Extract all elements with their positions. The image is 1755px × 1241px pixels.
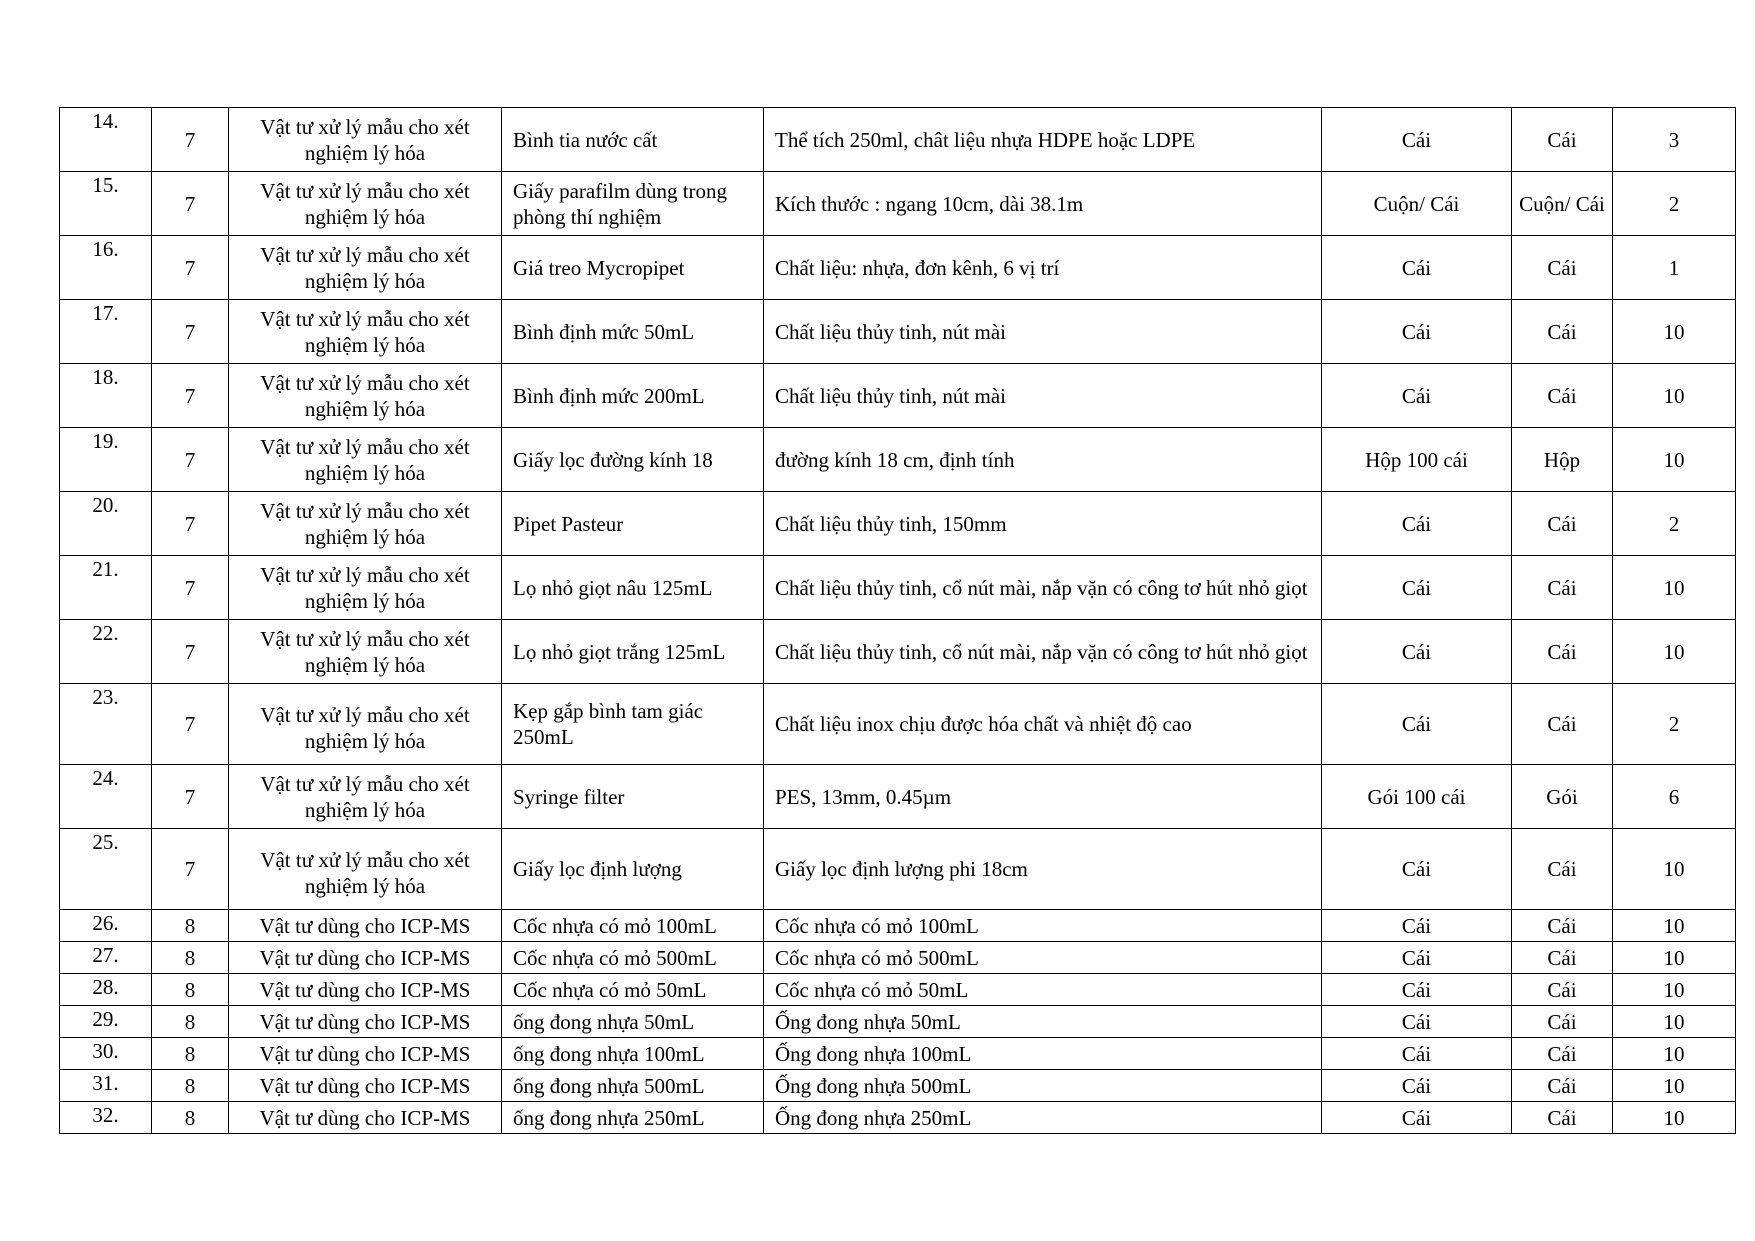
quantity: 6 [1613, 765, 1736, 829]
item-spec: Chất liệu inox chịu được hóa chất và nhiệt độ cao [764, 684, 1322, 765]
item-name: Giấy lọc đường kính 18 [502, 428, 764, 492]
packaging-unit: Cái [1322, 910, 1512, 942]
quantity: 10 [1613, 556, 1736, 620]
table-row [60, 492, 1736, 556]
item-spec: Chất liệu thủy tinh, cổ nút mài, nắp vặn có công tơ hút nhỏ giọt [764, 620, 1322, 684]
item-spec: Kích thước : ngang 10cm, dài 38.1m [764, 172, 1322, 236]
item-spec: Cốc nhựa có mỏ 100mL [764, 910, 1322, 942]
group-number: 8 [152, 1006, 229, 1038]
table-row [60, 620, 1736, 684]
category-cell: Vật tư xử lý mẫu cho xét nghiệm lý hóa [229, 364, 502, 428]
unit: Cái [1512, 1006, 1613, 1038]
table-row [60, 108, 1736, 172]
packaging-unit: Cái [1322, 942, 1512, 974]
item-spec: Cốc nhựa có mỏ 50mL [764, 974, 1322, 1006]
unit: Cái [1512, 492, 1613, 556]
packaging-unit: Cái [1322, 236, 1512, 300]
group-number: 7 [152, 364, 229, 428]
supplies-table [59, 107, 1736, 1134]
row-number: 28. [60, 974, 152, 1006]
table-row [60, 556, 1736, 620]
category-cell: Vật tư xử lý mẫu cho xét nghiệm lý hóa [229, 492, 502, 556]
quantity: 10 [1613, 1070, 1736, 1102]
quantity: 10 [1613, 1102, 1736, 1134]
row-number: 27. [60, 942, 152, 974]
packaging-unit: Cái [1322, 1038, 1512, 1070]
unit: Cái [1512, 620, 1613, 684]
quantity: 10 [1613, 829, 1736, 910]
item-name: Giấy parafilm dùng trong phòng thí nghiệm [502, 172, 764, 236]
item-name: Lọ nhỏ giọt nâu 125mL [502, 556, 764, 620]
item-spec: Thể tích 250ml, chât liệu nhựa HDPE hoặc LDPE [764, 108, 1322, 172]
item-spec: đường kính 18 cm, định tính [764, 428, 1322, 492]
table-row [60, 765, 1736, 829]
unit: Cái [1512, 684, 1613, 765]
row-number: 23. [60, 684, 152, 765]
quantity: 10 [1613, 620, 1736, 684]
table-row [60, 684, 1736, 765]
category-cell [229, 829, 502, 910]
group-number: 7 [152, 684, 229, 765]
category-cell: Vật tư dùng cho ICP-MS [229, 1006, 502, 1038]
category-cell: Vật tư xử lý mẫu cho xét nghiệm lý hóa [229, 172, 502, 236]
unit: Hộp [1512, 428, 1613, 492]
item-spec: Ống đong nhựa 500mL [764, 1070, 1322, 1102]
packaging-unit: Hộp 100 cái [1322, 428, 1512, 492]
item-spec: Giấy lọc định lượng phi 18cm [764, 829, 1322, 910]
table-row [60, 974, 1736, 1006]
unit: Cái [1512, 942, 1613, 974]
item-name: ống đong nhựa 100mL [502, 1038, 764, 1070]
table-row [60, 910, 1736, 942]
table-row [60, 172, 1736, 236]
group-number: 7 [152, 829, 229, 910]
quantity: 10 [1613, 300, 1736, 364]
group-number: 7 [152, 236, 229, 300]
row-number: 31. [60, 1070, 152, 1102]
unit: Cái [1512, 108, 1613, 172]
packaging-unit: Cái [1322, 974, 1512, 1006]
group-number: 7 [152, 765, 229, 829]
item-name: Bình định mức 50mL [502, 300, 764, 364]
packaging-unit: Gói 100 cái [1322, 765, 1512, 829]
quantity: 2 [1613, 172, 1736, 236]
packaging-unit: Cái [1322, 829, 1512, 910]
row-number: 15. [60, 172, 152, 236]
group-number: 8 [152, 1038, 229, 1070]
quantity: 2 [1613, 684, 1736, 765]
quantity: 1 [1613, 236, 1736, 300]
item-spec: Chất liệu: nhựa, đơn kênh, 6 vị trí [764, 236, 1322, 300]
item-spec: Ống đong nhựa 50mL [764, 1006, 1322, 1038]
item-name: ống đong nhựa 50mL [502, 1006, 764, 1038]
packaging-unit: Cái [1322, 1006, 1512, 1038]
group-number: 7 [152, 172, 229, 236]
category-cell: Vật tư dùng cho ICP-MS [229, 1038, 502, 1070]
group-number: 8 [152, 1070, 229, 1102]
row-number: 18. [60, 364, 152, 428]
item-spec: Chất liệu thủy tinh, cổ nút mài, nắp vặn có công tơ hút nhỏ giọt [764, 556, 1322, 620]
category-cell: Vật tư dùng cho ICP-MS [229, 910, 502, 942]
packaging-unit: Cái [1322, 364, 1512, 428]
packaging-unit: Cái [1322, 492, 1512, 556]
group-number: 7 [152, 620, 229, 684]
item-name: Cốc nhựa có mỏ 50mL [502, 974, 764, 1006]
group-number: 7 [152, 108, 229, 172]
packaging-unit: Cái [1322, 1102, 1512, 1134]
row-number: 14. [60, 108, 152, 172]
row-number: 32. [60, 1102, 152, 1134]
category-cell [229, 684, 502, 765]
row-number: 26. [60, 910, 152, 942]
category-cell: Vật tư xử lý mẫu cho xét nghiệm lý hóa [229, 236, 502, 300]
quantity: 3 [1613, 108, 1736, 172]
unit: Cái [1512, 236, 1613, 300]
category-cell: Vật tư dùng cho ICP-MS [229, 1070, 502, 1102]
item-name: Bình tia nước cất [502, 108, 764, 172]
row-number: 24. [60, 765, 152, 829]
table-row [60, 829, 1736, 910]
table-body [60, 108, 1736, 1134]
item-spec: Cốc nhựa có mỏ 500mL [764, 942, 1322, 974]
unit: Cái [1512, 1070, 1613, 1102]
quantity: 10 [1613, 974, 1736, 1006]
item-name: Bình định mức 200mL [502, 364, 764, 428]
group-number: 8 [152, 974, 229, 1006]
quantity: 10 [1613, 942, 1736, 974]
item-spec: Ống đong nhựa 250mL [764, 1102, 1322, 1134]
packaging-unit: Cái [1322, 108, 1512, 172]
row-number: 17. [60, 300, 152, 364]
packaging-unit: Cái [1322, 556, 1512, 620]
row-number: 29. [60, 1006, 152, 1038]
item-name: Pipet Pasteur [502, 492, 764, 556]
item-name: ống đong nhựa 500mL [502, 1070, 764, 1102]
item-name: Syringe filter [502, 765, 764, 829]
unit: Cái [1512, 556, 1613, 620]
item-name: Cốc nhựa có mỏ 100mL [502, 910, 764, 942]
unit: Cái [1512, 974, 1613, 1006]
unit: Cái [1512, 1038, 1613, 1070]
category-cell: Vật tư xử lý mẫu cho xét nghiệm lý hóa [229, 556, 502, 620]
category-text: Vật tư xử lý mẫu cho xét nghiệm lý hóa [260, 703, 470, 753]
table-row [60, 428, 1736, 492]
quantity: 10 [1613, 1006, 1736, 1038]
row-number: 20. [60, 492, 152, 556]
quantity: 2 [1613, 492, 1736, 556]
category-cell: Vật tư xử lý mẫu cho xét nghiệm lý hóa [229, 620, 502, 684]
row-number: 30. [60, 1038, 152, 1070]
quantity: 10 [1613, 910, 1736, 942]
packaging-unit: Cái [1322, 300, 1512, 364]
table-row [60, 236, 1736, 300]
group-number: 7 [152, 492, 229, 556]
item-name: Giá treo Mycropipet [502, 236, 764, 300]
item-name: ống đong nhựa 250mL [502, 1102, 764, 1134]
table-row [60, 364, 1736, 428]
item-spec: Ống đong nhựa 100mL [764, 1038, 1322, 1070]
row-number: 19. [60, 428, 152, 492]
quantity: 10 [1613, 428, 1736, 492]
unit: Cái [1512, 829, 1613, 910]
item-name: Cốc nhựa có mỏ 500mL [502, 942, 764, 974]
item-spec: PES, 13mm, 0.45µm [764, 765, 1322, 829]
table-row [60, 1070, 1736, 1102]
category-text: Vật tư xử lý mẫu cho xét nghiệm lý hóa [260, 848, 470, 898]
row-number: 16. [60, 236, 152, 300]
category-cell: Vật tư xử lý mẫu cho xét nghiệm lý hóa [229, 108, 502, 172]
unit: Cái [1512, 1102, 1613, 1134]
group-number: 8 [152, 942, 229, 974]
unit: Cuộn/ Cái [1512, 172, 1613, 236]
item-spec: Chất liệu thủy tinh, nút mài [764, 300, 1322, 364]
packaging-unit: Cuộn/ Cái [1322, 172, 1512, 236]
category-cell: Vật tư xử lý mẫu cho xét nghiệm lý hóa [229, 765, 502, 829]
unit: Cái [1512, 364, 1613, 428]
item-spec: Chất liệu thủy tinh, nút mài [764, 364, 1322, 428]
table-row [60, 1006, 1736, 1038]
category-cell: Vật tư dùng cho ICP-MS [229, 1102, 502, 1134]
category-cell: Vật tư xử lý mẫu cho xét nghiệm lý hóa [229, 300, 502, 364]
group-number: 8 [152, 910, 229, 942]
row-number: 21. [60, 556, 152, 620]
item-spec: Chất liệu thủy tinh, 150mm [764, 492, 1322, 556]
category-cell: Vật tư xử lý mẫu cho xét nghiệm lý hóa [229, 428, 502, 492]
item-name: Lọ nhỏ giọt trắng 125mL [502, 620, 764, 684]
packaging-unit: Cái [1322, 620, 1512, 684]
group-number: 7 [152, 300, 229, 364]
group-number: 7 [152, 428, 229, 492]
packaging-unit: Cái [1322, 684, 1512, 765]
unit: Cái [1512, 910, 1613, 942]
category-cell: Vật tư dùng cho ICP-MS [229, 974, 502, 1006]
unit: Gói [1512, 765, 1613, 829]
item-name: Kẹp gắp bình tam giác 250mL [502, 684, 764, 765]
packaging-unit: Cái [1322, 1070, 1512, 1102]
category-cell: Vật tư dùng cho ICP-MS [229, 942, 502, 974]
group-number: 8 [152, 1102, 229, 1134]
row-number: 25. [60, 829, 152, 910]
quantity: 10 [1613, 1038, 1736, 1070]
table-row [60, 300, 1736, 364]
table-row [60, 1102, 1736, 1134]
quantity: 10 [1613, 364, 1736, 428]
row-number: 22. [60, 620, 152, 684]
table-row [60, 1038, 1736, 1070]
table-row [60, 942, 1736, 974]
group-number: 7 [152, 556, 229, 620]
item-name: Giấy lọc định lượng [502, 829, 764, 910]
unit: Cái [1512, 300, 1613, 364]
